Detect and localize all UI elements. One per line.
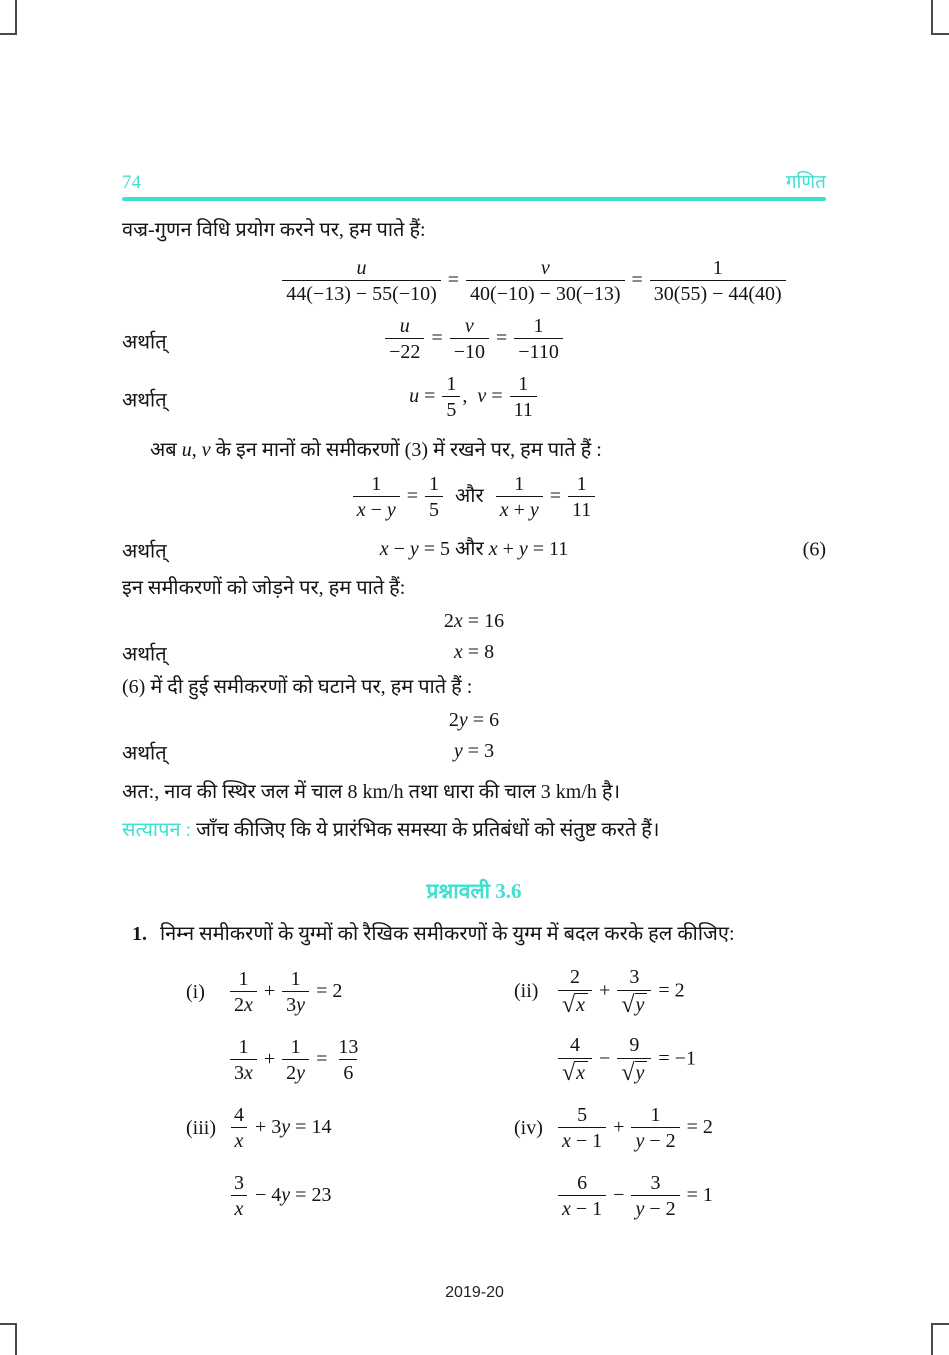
equation-uv-values <box>409 373 539 422</box>
numerator <box>514 373 532 395</box>
math-text: x + y <box>499 499 539 522</box>
fraction <box>617 1034 651 1086</box>
label-arthat: अर्थात् <box>122 389 167 412</box>
math-text: −22 <box>389 341 421 364</box>
math-text: = <box>426 326 448 349</box>
fraction <box>282 1036 309 1085</box>
math-text: 30(55) − 44(40) <box>653 283 782 306</box>
fraction <box>568 473 595 522</box>
numerator <box>709 257 727 279</box>
numerator <box>287 1036 305 1058</box>
math-text: 1 <box>514 473 525 495</box>
math-text: 6 <box>577 1171 588 1194</box>
math-text: 2y = 6 <box>448 709 500 731</box>
denominator <box>466 280 624 305</box>
equation-ii-second <box>556 1034 696 1086</box>
math-text: 5 <box>446 399 457 422</box>
crop-mark-bottom-right <box>931 1323 949 1355</box>
denominator <box>568 496 595 521</box>
math-text: , <box>462 384 478 407</box>
math-text: = 2 <box>653 979 685 1002</box>
math-text: − 4y = 23 <box>250 1183 332 1206</box>
math-text: + <box>608 1115 630 1138</box>
denominator <box>558 1058 592 1086</box>
math-text: = <box>626 268 648 291</box>
math-text: 1 <box>290 1035 301 1058</box>
square-root <box>621 1061 647 1086</box>
numerator <box>234 1036 252 1058</box>
numerator <box>573 1172 591 1194</box>
square-root <box>562 1061 588 1086</box>
numerator <box>510 473 528 495</box>
numerator <box>396 315 414 337</box>
page-footer: 2019-20 <box>445 1284 504 1301</box>
denominator <box>385 338 424 363</box>
fraction <box>282 257 440 306</box>
equation-line-substituted <box>122 473 826 529</box>
math-text: −10 <box>453 341 485 364</box>
exercise-item-ii-cont <box>474 1034 826 1086</box>
paragraph-add-equations: इन समीकरणों को जोड़ने पर, हम पाते हैं: <box>122 577 406 599</box>
square-root <box>621 993 647 1018</box>
denominator <box>282 991 309 1016</box>
math-text: = <box>442 268 465 291</box>
numerator <box>353 257 371 279</box>
math-text: 1 <box>290 967 301 990</box>
fraction <box>450 315 489 364</box>
verification-label: सत्यापन : <box>122 819 192 841</box>
math-text: u <box>356 257 367 279</box>
denominator <box>558 1127 606 1152</box>
math-text: 2x <box>234 994 253 1016</box>
denominator <box>558 990 592 1018</box>
equation-line-y-value <box>122 739 826 765</box>
equation-simplified <box>383 315 565 364</box>
radicand: x <box>575 993 588 1016</box>
math-text: x − y <box>356 499 396 522</box>
numerator <box>461 315 478 337</box>
math-text: 3 <box>629 966 640 989</box>
denominator <box>558 1195 606 1220</box>
fraction <box>385 315 424 364</box>
equation-iv-first <box>556 1104 713 1153</box>
equation-number: (6) <box>802 538 826 561</box>
denominator <box>514 338 563 363</box>
radical-icon: √ <box>562 991 576 1018</box>
math-text: x <box>234 1130 244 1152</box>
exercise-item-iii <box>122 1104 474 1153</box>
math-text: 2y <box>286 1062 306 1084</box>
numerator <box>573 1104 591 1126</box>
math-text: = <box>544 484 567 507</box>
fraction <box>442 373 460 422</box>
math-text: u = <box>409 384 441 407</box>
equation-iii-first <box>228 1104 331 1153</box>
fraction <box>230 1036 257 1085</box>
exercise-item-iv-cont <box>474 1172 826 1221</box>
label-arthat: अर्थात् <box>122 643 167 666</box>
math-text: 1 <box>712 257 723 279</box>
math-text: − <box>594 1047 616 1070</box>
math-text: 11 <box>572 499 592 522</box>
math-text: = <box>401 484 424 507</box>
header-rule <box>122 197 826 201</box>
numerator <box>647 1172 665 1194</box>
question-1 <box>122 921 826 947</box>
fraction <box>466 257 624 306</box>
crop-mark-bottom-left <box>0 1323 17 1355</box>
paragraph-verification <box>122 817 826 843</box>
denominator <box>617 990 651 1018</box>
equation-line-sum <box>122 609 826 635</box>
math-text: 3y <box>286 994 306 1016</box>
numerator <box>367 473 385 495</box>
exercise-row-3 <box>122 1097 826 1159</box>
exercise-item-i-cont <box>122 1036 474 1085</box>
denominator <box>631 1195 679 1220</box>
paragraph-result: अत:, नाव की स्थिर जल में चाल 8 km/h तथा धारा की चाल 3 km/h है। <box>122 781 621 803</box>
math-text: अब u, v के इन मानों को समीकरणों (3) में रखने पर, हम पाते हैं : <box>150 439 602 461</box>
label-arthat: अर्थात् <box>122 742 167 765</box>
equation-cross-multiplication <box>280 257 787 306</box>
fraction <box>425 473 443 522</box>
denominator <box>231 1127 248 1152</box>
fraction <box>230 968 257 1017</box>
math-text: v = <box>477 384 508 407</box>
numerator <box>647 1104 665 1126</box>
denominator <box>230 991 257 1016</box>
exercise-item-iv <box>474 1104 826 1153</box>
equation-i-first <box>228 968 342 1017</box>
math-text: x = 8 <box>453 641 495 663</box>
numerator <box>625 1034 643 1056</box>
denominator <box>496 496 543 521</box>
math-text: 1 <box>238 1035 249 1058</box>
page-content <box>122 0 826 1233</box>
fraction <box>558 966 592 1018</box>
equation-i-second <box>228 1036 364 1085</box>
math-text: 44(−13) − 55(−10) <box>286 283 437 306</box>
numerator <box>425 473 443 495</box>
exercise-item-iii-cont <box>122 1172 474 1221</box>
item-label-i: (i) <box>186 980 205 1003</box>
numerator <box>334 1036 362 1058</box>
math-text: और <box>445 484 494 507</box>
math-text: x − 1 <box>562 1198 603 1220</box>
math-text: y − 2 <box>635 1198 676 1220</box>
fraction <box>650 257 786 306</box>
math-text: 1 <box>446 373 457 395</box>
question-1-number: 1. <box>132 923 147 945</box>
math-text: 2 <box>570 966 581 989</box>
numerator <box>566 966 584 988</box>
denominator <box>282 1059 309 1084</box>
denominator <box>282 280 440 305</box>
math-text: v <box>464 315 474 337</box>
math-text: 3 <box>650 1171 661 1194</box>
equation-substituted <box>351 473 598 522</box>
equation-ii-first <box>556 966 685 1018</box>
equation-line-cross <box>122 257 826 309</box>
fraction <box>230 1172 248 1221</box>
math-text: 9 <box>629 1034 640 1057</box>
exercise-grid <box>122 961 826 1227</box>
fraction <box>558 1172 606 1221</box>
math-text: 1 <box>533 315 544 337</box>
math-text: 1 <box>650 1103 661 1126</box>
math-text: = 1 <box>681 1183 713 1206</box>
page-number: 74 <box>122 172 141 193</box>
math-text: + <box>258 979 281 1002</box>
equation-y-value <box>454 739 494 763</box>
denominator <box>231 1195 248 1220</box>
exercise-row-1 <box>122 961 826 1023</box>
chapter-title: गणित <box>785 172 826 193</box>
math-text: 5 <box>429 499 440 522</box>
fraction <box>631 1172 679 1221</box>
square-root <box>562 993 588 1018</box>
math-text: 1 <box>371 473 382 495</box>
equation-diff <box>449 708 499 732</box>
fraction <box>230 1104 248 1153</box>
math-text: 40(−10) − 30(−13) <box>470 283 621 306</box>
math-text: = <box>311 1047 333 1070</box>
math-text: = 2 <box>681 1115 713 1138</box>
denominator <box>425 496 443 521</box>
item-label-ii: (ii) <box>514 980 539 1003</box>
equation-line-diff <box>122 708 826 734</box>
crop-mark-top-left <box>0 0 17 35</box>
item-label-iv: (iv) <box>514 1116 543 1139</box>
math-text: 2x = 16 <box>443 610 505 632</box>
denominator <box>442 396 460 421</box>
numerator <box>537 257 554 279</box>
math-text: −110 <box>518 341 559 364</box>
exercise-row-2 <box>122 1029 826 1091</box>
fraction <box>617 966 651 1018</box>
fraction <box>558 1104 606 1153</box>
exercise-item-ii <box>474 966 826 1018</box>
math-text: 1 <box>518 373 529 395</box>
math-text: + <box>258 1047 281 1070</box>
fraction <box>334 1036 362 1085</box>
radicand: x <box>575 1061 588 1084</box>
item-label-iii: (iii) <box>186 1116 216 1139</box>
paragraph-subtract-equations: (6) में दी हुई समीकरणों को घटाने पर, हम पाते हैं : <box>122 676 473 698</box>
label-arthat: अर्थात् <box>122 540 167 563</box>
math-text: = <box>491 326 513 349</box>
denominator <box>617 1058 651 1086</box>
math-text: x − y = 5 और x + y = 11 <box>379 538 569 560</box>
fraction <box>282 968 309 1017</box>
numerator <box>625 966 643 988</box>
math-text: = −1 <box>653 1047 696 1070</box>
numerator <box>530 315 548 337</box>
math-text: 3 <box>234 1171 244 1194</box>
equation-x-value <box>454 640 494 664</box>
fraction <box>631 1104 679 1153</box>
denominator <box>650 280 786 305</box>
question-1-text: निम्न समीकरणों के युग्मों को रैखिक समीकरणों के युग्म में बदल करके हल कीजिए: <box>160 923 735 945</box>
radicand: y <box>635 1061 648 1084</box>
verification-text: जाँच कीजिए कि ये प्रारंभिक समस्या के प्रतिबंधों को संतुष्ट करते हैं। <box>191 819 660 841</box>
math-text: 11 <box>513 399 533 422</box>
exercise-row-4 <box>122 1165 826 1227</box>
math-text: + 3y = 14 <box>250 1115 332 1138</box>
numerator <box>230 1172 248 1194</box>
exercise-heading: प्रश्नावली 3.6 <box>426 879 522 903</box>
numerator <box>234 968 252 990</box>
fraction <box>558 1034 592 1086</box>
numerator <box>442 373 460 395</box>
fraction <box>514 315 563 364</box>
radical-icon: √ <box>562 1059 576 1086</box>
exercise-item-i <box>122 968 474 1017</box>
radicand: y <box>635 993 648 1016</box>
denominator <box>510 396 537 421</box>
radical-icon: √ <box>621 1059 635 1086</box>
math-text: + <box>594 979 616 1002</box>
denominator <box>631 1127 679 1152</box>
fraction <box>496 473 543 522</box>
equation-line-linear-pair <box>122 537 826 563</box>
math-text: y − 2 <box>635 1130 676 1152</box>
math-text: 4 <box>570 1034 581 1057</box>
denominator <box>353 496 400 521</box>
numerator <box>566 1034 584 1056</box>
radical-icon: √ <box>621 991 635 1018</box>
denominator <box>230 1059 257 1084</box>
math-text: 1 <box>576 473 587 495</box>
math-text: 5 <box>577 1103 588 1126</box>
page-header <box>122 168 826 194</box>
denominator <box>339 1059 357 1084</box>
math-text: 4 <box>234 1103 244 1126</box>
math-text: 6 <box>343 1062 354 1084</box>
label-arthat: अर्थात् <box>122 331 167 354</box>
math-text: 3x <box>234 1062 253 1084</box>
fraction <box>353 473 400 522</box>
equation-iii-second <box>228 1172 331 1221</box>
denominator <box>450 338 489 363</box>
crop-mark-top-right <box>931 0 949 35</box>
math-text: y = 3 <box>453 740 495 762</box>
math-text: − <box>608 1183 630 1206</box>
math-text: 13 <box>338 1035 359 1058</box>
fraction <box>510 373 537 422</box>
equation-iv-second <box>556 1172 713 1221</box>
math-text: u <box>399 315 410 337</box>
math-text: v <box>540 257 550 279</box>
equation-line-simplified <box>122 315 826 367</box>
math-text: = 2 <box>311 979 343 1002</box>
math-text: x − 1 <box>562 1130 603 1152</box>
numerator <box>287 968 305 990</box>
equation-line-x-value <box>122 640 826 666</box>
equation-linear-pair <box>380 537 569 561</box>
paragraph-cross-multiplication: वज्र-गुणन विधि प्रयोग करने पर, हम पाते हैं: <box>122 219 426 241</box>
math-text: 1 <box>238 967 249 990</box>
math-text: x <box>234 1198 244 1220</box>
numerator <box>230 1104 248 1126</box>
equation-line-uv-values <box>122 373 826 425</box>
math-text: 1 <box>429 473 440 495</box>
equation-sum <box>444 609 504 633</box>
numerator <box>573 473 591 495</box>
paragraph-substitute <box>122 437 826 463</box>
